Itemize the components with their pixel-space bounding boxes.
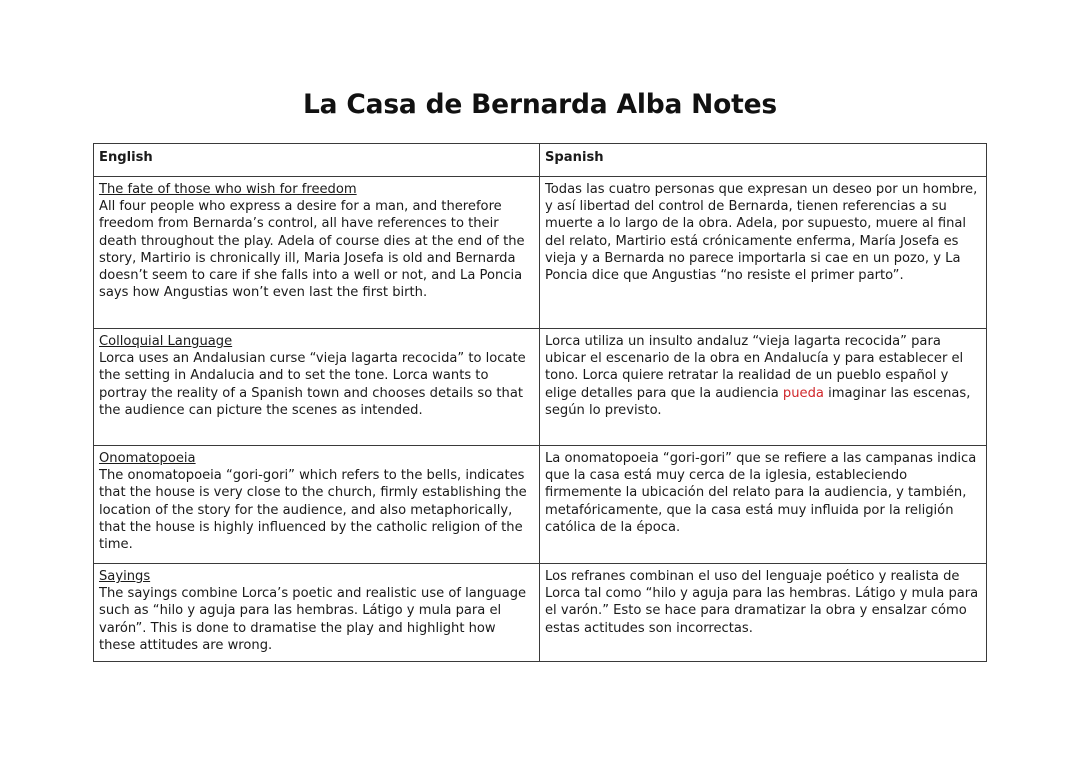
spanish-cell: [540, 446, 987, 564]
english-section-text: All four people who express a desire for a man, and therefore freedom from Bernarda’s control, all have references to their death throughout the play. Adela of course dies at the end of the story, Martirio is chronically ill, Maria Josefa is old and Bernarda doesn’t seem to care if she falls into a well or not, and La Poncia says how Angustias won’t even last the first birth.: [99, 199, 525, 301]
english-cell: [94, 446, 540, 564]
spanish-text-after: imaginar las escenas, según lo previsto.: [545, 385, 971, 418]
spanish-cell: [540, 177, 987, 329]
spanish-cell: [540, 564, 987, 662]
english-section-heading: The fate of those who wish for freedom: [99, 182, 357, 197]
spanish-section-text: Los refranes combinan el uso del lenguaje poético y realista de Lorca tal como “hilo y aguja para las hembras. Látigo y mula para el varón.” Esto se hace para dramatizar la obra y ensalzar cómo estas actitudes son incorrectas.: [545, 569, 979, 636]
table-row: [94, 446, 987, 564]
table-header-row: [94, 144, 987, 177]
spanish-section-text: [545, 333, 981, 419]
table-row: [94, 564, 987, 662]
english-section-heading: Onomatopoeia: [99, 451, 196, 466]
spanish-section-text: La onomatopoeia “gori-gori” que se refiere a las campanas indica que la casa está muy cerca de la iglesia, estableciendo firmemente la ubicación del relato para la audiencia, y también, metafóricamente, que la casa está muy influida por la religión católica de la época.: [545, 451, 977, 535]
table-row: [94, 329, 987, 446]
spanish-cell: [540, 329, 987, 446]
highlighted-word: pueda: [782, 385, 824, 401]
english-cell: [94, 329, 540, 446]
page-title: La Casa de Bernarda Alba Notes: [303, 89, 777, 120]
english-section-heading: Sayings: [99, 569, 151, 584]
spanish-section-text: Todas las cuatro personas que expresan un deseo por un hombre, y así libertad del control de Bernarda, tienen referencias a su muerte a lo largo de la obra. Adela, por supuesto, muere al final del relato, Martirio está crónicamente enferma, María Josefa es vieja y a Bernarda no parece importarla si cae en un pozo, y La Poncia dice que Angustias “no resiste el primer parto”.: [545, 182, 978, 284]
english-section-heading: Colloquial Language: [99, 334, 233, 349]
column-header-spanish: Spanish: [540, 144, 987, 177]
english-section-text: The onomatopoeia “gori-gori” which refers to the bells, indicates that the house is very close to the church, firmly establishing the location of the story for the audience, and also metaphorically, that the house is highly influenced by the catholic religion of the time.: [99, 468, 527, 553]
english-section-text: Lorca uses an Andalusian curse “vieja lagarta recocida” to locate the setting in Andalucia and to set the tone. Lorca wants to portray the reality of a Spanish town and chooses details so that the audience can picture the scenes as intended.: [99, 351, 526, 418]
english-cell: [94, 177, 540, 329]
notes-table: [93, 143, 987, 662]
english-section-text: The sayings combine Lorca’s poetic and realistic use of language such as “hilo y aguja para las hembras. Látigo y mula para el varón”. This is done to dramatise the play and highlight how these attitudes are wrong.: [99, 586, 527, 653]
column-header-english: English: [94, 144, 540, 177]
english-cell: [94, 564, 540, 662]
spanish-text-before: Lorca utiliza un insulto andaluz “vieja lagarta recocida” para ubicar el escenario de la obra en Andalucía y para establecer el tono. Lorca quiere retratar la realidad de un pueblo español y elige detalles para que la audiencia: [545, 334, 964, 401]
table-row: [94, 177, 987, 329]
